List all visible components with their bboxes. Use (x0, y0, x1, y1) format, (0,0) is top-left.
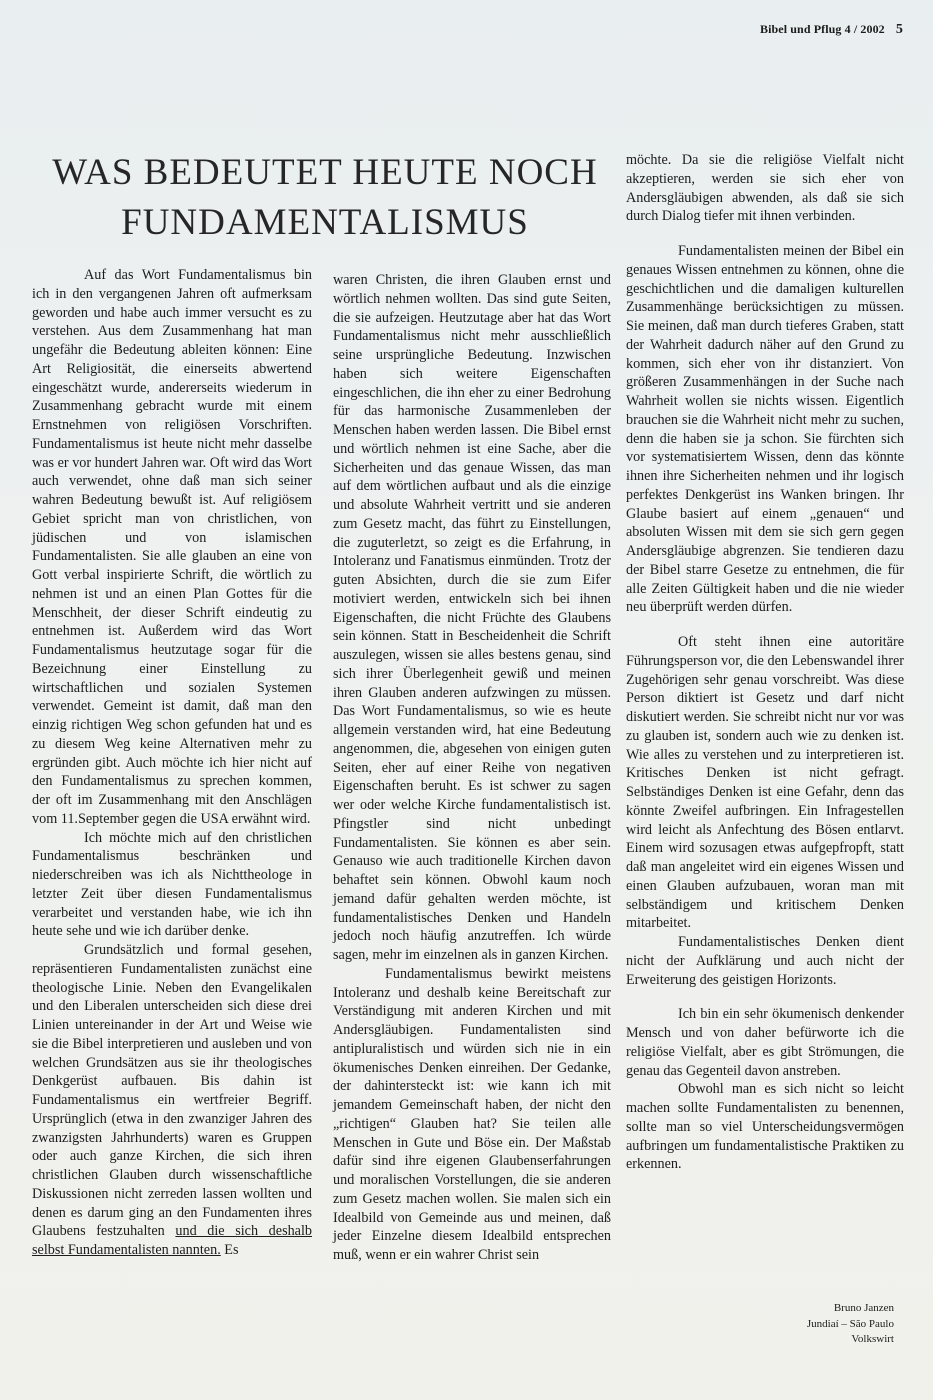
paragraph: möchte. Da sie die religiöse Vielfalt nicht akzeptieren, werden sie sich eher von Andersgläubigen abwenden, als daß sie sich durch Dialog tiefer mit ihnen verbinden. (626, 152, 904, 225)
paragraph-gap (626, 989, 904, 1005)
paragraph-text: Grundsätzlich und formal gesehen, repräsentieren Fundamentalisten zunächst eine theologische Linie. Neben den Evangelikalen und den Liberalen unterscheiden sich diese drei Linien untereinander in der Art und Weise wie sie die Bibel interpretieren und ausleben und von welchen Grundsätzen aus sie ihr theologisches Denkgerüst aufbauen. Bis dahin ist Fundamentalismus ein wertfreier Begriff. Ursprünglich (etwa in den zwanziger Jahren des zwanzigsten Jahrhunderts) waren es Gruppen oder auch ganze Kirchen, die sich ihren christlichen Glauben durch wissenschaftliche Diskussionen nicht zerreden lassen wollten und denen es darum ging an den Fundamenten ihres Glaubens festzuhalten (32, 942, 312, 1240)
paragraph-gap (626, 617, 904, 633)
paragraph: Fundamentalisten meinen der Bibel ein genaues Wissen entnehmen zu können, ohne die geschichtlichen und die damaligen kulturellen Zusammenhänge berücksichtigen zu müssen. Sie meinen, daß man durch tieferes Graben, statt der Wahrheit dadurch näher auf den Grund zu kommen, sich eher von ihr distanziert. Von größeren Zusammenhängen in der Suche nach Wahrheit wollen sie nichts wissen. Eigentlich brauchen sie die Wahrheit nicht mehr zu suchen, denn die haben sie ja schon. Sie fürchten sich vor systematisiertem Wissen, denn das könnte ihnen ihre Sicherheiten nehmen und ihr logisch perfektes Denkgerüst ins Wanken bringen. Ihr Glaube basiert auf einem „genauen“ und absoluten Wissen mit dem sie sich gern gegen Andersgläubige abgrenzen. Sie tendieren dazu der Bibel starre Gesetze zu entnehmen, die für alle Zeiten Gültigkeit haben und die nie wieder neu überprüft werden dürfen. (626, 243, 904, 616)
underlined-text: und die sich deshalb selbst Fundamentalisten nannten. (32, 1223, 313, 1258)
paragraph-text: Es (224, 1242, 239, 1258)
author-role: Volkswirt (851, 1333, 894, 1345)
paragraph: Ich möchte mich auf den christlichen Fundamentalismus beschränken und niederschreiben was ich als Nichttheologe in letzter Zeit über diesen Fundamentalismus verarbeitet und verstanden habe, wie ich ihn heute sehe und wie ich darüber denke. (32, 829, 312, 940)
title-line-1: WAS BEDEUTET HEUTE NOCH (52, 152, 598, 193)
column-1 (32, 266, 312, 1260)
page-header (760, 22, 903, 38)
article-title (40, 148, 610, 248)
paragraph: Fundamentalistisches Denken dient nicht der Aufklärung und auch nicht der Erweiterung des geistigen Horizonts. (626, 934, 904, 988)
paragraph-gap (626, 226, 904, 242)
paragraph: Auf das Wort Fundamentalismus bin ich in den vergangenen Jahren oft aufmerksam geworden und habe auch immer versucht es zu verstehen. Aus dem Zusammenhang hat man ungefähr die Bedeutung ableiten können: Eine Art Religiosität, die einerseits abwertend eingeschätzt wurde, andererseits wiederum in Zusammenhang gebracht wurde mit einem Ernstnehmen von religiösen Vorschriften. Fundamentalismus ist heute nicht mehr dasselbe was er vor hundert Jahren war. Oft wird das Wort auch verwendet, ohne daß man sich seiner wahren Bedeutung bewußt ist. Auf religiösem Gebiet spricht man von christlichen, von jüdischen und von islamischen Fundamentalisten. Sie alle glauben an eine von Gott verbal inspirierte Schrift, die wörtlich zu nehmen ist und an einen Plan Gottes für die Menschheit, der dieser Schrift eindeutig zu entnehmen ist. Außerdem wird das Wort Fundamentalismus heutzutage sogar für die Bezeichnung einer Einstellung zu wirtschaftlichen und sozialen Systemen verwendet. Gemeint ist damit, daß man den einzig richtigen Weg schon gefunden hat und es zu diesem Weg keine Alternativen mehr zu ergründen gibt. Auch möchte ich hier nicht auf den Fundamentalismus zu sprechen kommen, der oft im Zusammenhang mit den Anschlägen vom 11.September gegen die USA erwähnt wird. (32, 267, 312, 827)
author-name: Bruno Janzen (833, 1302, 894, 1314)
column-3 (626, 151, 904, 1174)
paragraph: Oft steht ihnen eine autoritäre Führungsperson vor, die den Lebenswandel ihrer Zugehörigen sehr genau vorschreibt. Was diese Person diktiert ist Gesetz und darf nicht diskutiert werden. Sie schreibt nicht nur vor was zu glauben ist, sondern auch wie zu denken ist. Wie alles zu verstehen und zu interpretieren ist. Kritisches Denken ist nicht gefragt. Selbständiges Denken ist eine Gefahr, denn das könnte Zweifel aufbringen. Ein Infragestellen wird leicht als Anfechtung des Bösen entlarvt. Einem wird sozusagen etwas aufgepfropft, statt daß man angeleitet wird ein eigenes Wissen und einen Glauben aufzubauen, woran man mit selbständigem und kritischem Denken mitarbeitet. (626, 634, 904, 932)
column-2 (333, 271, 611, 1265)
paragraph: waren Christen, die ihren Glauben ernst und wörtlich nehmen wollten. Das sind gute Seiten, die sie aufzeigen. Heutzutage aber hat das Wort Fundamentalismus nicht mehr ausschließlich seine ursprüngliche Bedeutung. Inzwischen haben sich weitere Eigenschaften eingeschlichen, die ihn eher zu einer Bedrohung für das harmonische Zusammenleben der Menschen haben werden lassen. Die Bibel ernst und wörtlich nehmen ist eine Sache, aber die Sicherheiten und das genaue Wissen, das man auf dem wörtlichen aufbaut und als die einzige und absolute Wahrheit vertritt und sie anderen zum Gesetz macht, das führt zu Einstellungen, die zuguterletzt, so zeigt es die Erfahrung, in Intoleranz und Fanatismus einmünden. Trotz der guten Absichten, durch die sie zum Eifer motiviert werden, entwickeln sich bei ihnen Eigenschaften, die nicht Früchte des Glaubens sein können. Statt in Bescheidenheit die Schrift auszulegen, wissen sie alles bestens genau, sind sich ihrer Überlegenheit gewiß und meinen ihren Glauben anderen aufzwingen zu müssen. Das Wort Fundamentalismus, so wie es heute allgemein verstanden wird, hat eine Bedeutung angenommen, die, abgesehen von einigen guten Seiten, eher auf einer Reihe von negativen Eigenschaften beruht. Es ist schwer zu sagen wer oder welche Kirche fundamentalistisch ist. Pfingstler sind nicht unbedingt Fundamentalisten. Sie können es aber sein. Genauso wie auch traditionelle Kirchen davon behaftet sein können. Obwohl kaum noch jemand dafür gehalten werden möchte, ist fundamentalistisches Denken und Handeln jedoch noch häufig anzutreffen. Ich würde sagen, mehr im einzelnen als in ganzen Kirchen. (333, 272, 611, 963)
paragraph: Fundamentalismus bewirkt meistens Intoleranz und deshalb keine Bereitschaft zur Verständigung mit anderen Kirchen und mit Andersgläubigen. Fundamentalisten sind antipluralistisch und würden sich nie in ein ökumenisches Denken einreihen. Der Gedanke, der dahintersteckt ist: wie kann ich mit jemandem Gemeinschaft haben, der nicht den „richtigen“ Glauben hat? Sie teilen alle Menschen in Gute und Böse ein. Der Maßstab dafür sind ihre eigenen Glaubenserfahrungen und moralischen Vorstellungen, die sie anderen zum Gesetz machen wollen. Sie malen sich ein Idealbild von Gemeinde aus und meinen, daß jeder Einzelne diesem Idealbild entsprechen muß, wenn er ein wahrer Christ sein (333, 965, 611, 1263)
author-signature (760, 1301, 894, 1348)
paragraph: Obwohl man es sich nicht so leicht machen sollte Fundamentalisten zu benennen, sollte man so viel Unterscheidungsvermögen aufbringen um fundamentalistische Praktiken zu erkennen. (626, 1081, 904, 1173)
paragraph (32, 941, 312, 1260)
paragraph: Ich bin ein sehr ökumenisch denkender Mensch und von daher befürworte ich die religiöse Vielfalt, aber es gibt Strömungen, die genau das Gegenteil davon anstreben. (626, 1006, 904, 1079)
author-place: Jundiaí – São Paulo (806, 1317, 894, 1330)
title-line-2: FUNDAMENTALISMUS (121, 202, 529, 243)
page-number: 5 (895, 22, 903, 37)
journal-name: Bibel und Pflug (760, 22, 842, 36)
issue-number: 4 / 2002 (844, 22, 885, 36)
